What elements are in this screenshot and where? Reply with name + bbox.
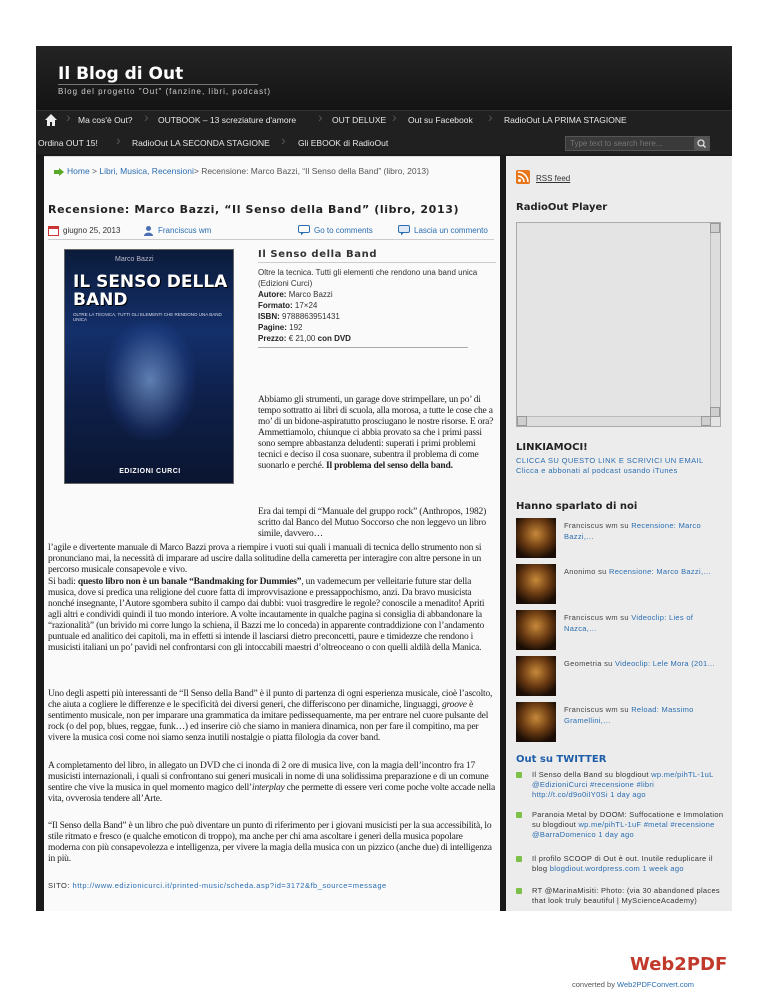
search-button[interactable] — [694, 137, 709, 150]
avatar[interactable] — [516, 656, 556, 696]
bullet-icon — [516, 812, 522, 818]
nav-item-out-deluxe[interactable]: OUT DELUXE — [332, 115, 387, 125]
cover-subtitle: OLTRE LA TECNICA, TUTTI GLI ELEMENTI CHE RENDONO UNA BAND UNICA — [73, 312, 222, 322]
book-price: € 21,00 — [288, 334, 316, 343]
comment-text — [564, 658, 724, 669]
recent-comment — [516, 610, 726, 654]
comment-text — [564, 566, 724, 577]
comment-post-link[interactable]: Videoclip: Lies of Nazca,… — [564, 613, 694, 633]
scroll-down-button[interactable] — [710, 407, 720, 417]
rss-icon[interactable] — [516, 170, 530, 184]
nav-item-radioout-prima[interactable]: RadioOut LA PRIMA STAGIONE — [504, 115, 627, 125]
book-author-row — [258, 289, 496, 300]
nav-separator-icon: › — [66, 109, 71, 125]
paragraph-3-rest: , un vademecum per velleitarie future star della musica, dove si predica una religione del cuore fatta di improvvisazione e pressappochismo, anzi. Da bravo musicista nonché insegnante, l’Autore sgombera subito il campo dai dubbi: vuoi trasgredire le regole? conoscile a menadito! Apriti agli altri e condividi quindi il tuo mondo interiore. A volte incautamente in qualche pagina si consiglia di abbandonare la “razionalità” (un brivido mi corre lungo la schiena, il Bazzi me lo conceda) in apparente contraddizione con l’andamento puntuale ed analitico dei capitoli, ma in effetti si intende il lasciarsi dietro preconcetti, paure e timidezze che rendono i musicisti italiani un po’ pavidi nel confrontarsi con gli intoccabili maestri d’oltreoceano o con quelli aldilà della Manica. — [48, 577, 485, 653]
book-info — [258, 249, 496, 348]
avatar[interactable] — [516, 518, 556, 558]
paragraph-4-groove: groove — [441, 700, 467, 710]
site-url-link[interactable]: http://www.edizionicurci.it/printed-music/scheda.asp?id=3172&fb_source=message — [72, 881, 387, 890]
title-rule — [58, 84, 258, 85]
comment-author: Franciscus wm su — [564, 705, 629, 714]
avatar[interactable] — [516, 702, 556, 742]
scroll-up-button[interactable] — [710, 223, 720, 233]
tweet-text: Il Senso della Band su blogdiout — [532, 770, 649, 779]
radioout-player-heading: RadioOut Player — [516, 202, 608, 213]
nav-separator-icon: › — [392, 109, 397, 125]
paragraph-4 — [48, 689, 496, 744]
paragraph-1-bold: Il problema del senso della band. — [325, 461, 453, 471]
book-price-extra: con DVD — [317, 334, 351, 343]
player-vertical-scrollbar[interactable] — [710, 223, 720, 417]
web2pdf-credit — [572, 980, 694, 989]
recent-comment — [516, 656, 726, 700]
breadcrumb-separator: > — [89, 166, 100, 176]
book-info-heading: Il Senso della Band — [258, 249, 496, 263]
nav-item-out-su-facebook[interactable]: Out su Facebook — [408, 115, 473, 125]
field-label: Pagine: — [258, 323, 287, 332]
tweet-body — [532, 886, 726, 906]
web2pdf-link[interactable]: Web2PDFConvert.com — [617, 980, 695, 989]
paragraph-2-full: l’agile e divertente manuale di Marco Bazzi prova a riempire i vuoti sui quali i manuali di tecnica dello strumento non si pronunciano mai, la necessità di imparare ad uscire dalla solitudine della cameretta per interagire con altre persone in un percorso musicale consapevole e vivo. — [48, 543, 482, 575]
post-author-link[interactable]: Franciscus wm — [158, 226, 212, 235]
comments-heading: Hanno sparlato di noi — [516, 501, 638, 512]
go-to-comments-link[interactable]: Go to comments — [314, 226, 373, 235]
book-isbn: 9788863951431 — [282, 312, 340, 321]
recent-comment — [516, 702, 726, 746]
leave-comment-link[interactable]: Lascia un commento — [414, 226, 488, 235]
tweet-body — [532, 854, 726, 874]
book-price-row — [258, 333, 496, 344]
nav-separator-icon: › — [281, 132, 286, 148]
book-cover-image — [64, 249, 234, 484]
breadcrumb-home[interactable]: Home — [67, 166, 90, 176]
comment-author: Franciscus wm su — [564, 521, 629, 530]
field-label: Formato: — [258, 301, 293, 310]
paragraph-6: “Il Senso della Band” è un libro che può diventare un punto di riferimento per i giovani musicisti per la sua accessibilità, lo stile ritmato e fresco (e qualche emoticon di troppo), ma anche per chi ama ascoltare i generi della musica popolare moderna con più consapevolezza e intelligenza, per vivere la magia della musica con un pizzico (anche due) di intelligenza in più. — [48, 821, 492, 864]
site-link-row — [48, 881, 387, 890]
breadcrumb-categories[interactable]: Libri, Musica, Recensioni — [99, 166, 194, 176]
nav-separator-icon: › — [116, 132, 121, 148]
main-nav — [36, 110, 732, 154]
book-author: Marco Bazzi — [288, 290, 333, 299]
tweet-text: RT @MarinaMisiti: Photo: (via 30 abandoned places that look truly beautiful | MyScienceAcademy) — [532, 886, 720, 905]
comment-post-link[interactable]: Recensione: Marco Bazzi,… — [564, 521, 701, 541]
rss-feed-icon — [516, 170, 530, 184]
nav-item-ordina-out-15[interactable]: Ordina OUT 15! — [38, 138, 98, 148]
field-label: Prezzo: — [258, 334, 287, 343]
book-pages: 192 — [289, 323, 303, 332]
tweet-time[interactable]: 1 week ago — [642, 864, 684, 873]
site-title[interactable]: Il Blog di Out — [58, 64, 184, 84]
tweet — [516, 886, 726, 911]
cover-title: IL SENSO DELLA BAND — [73, 272, 228, 310]
book-pages-row — [258, 322, 496, 333]
scroll-right-button[interactable] — [701, 416, 711, 426]
site-label: SITO: — [48, 881, 70, 890]
nav-separator-icon: › — [488, 109, 493, 125]
paragraph-5 — [48, 761, 496, 805]
paragraph-3-bold: questo libro non è un banale “Bandmaking for Dummies” — [77, 577, 302, 587]
web2pdf-credit-prefix: converted by — [572, 980, 615, 989]
linkiamoci-heading: LINKIAMOCI! — [516, 442, 588, 453]
scroll-left-button[interactable] — [517, 416, 527, 426]
book-description: Oltre la tecnica. Tutti gli elementi che rendono una band unica (Edizioni Curci) — [258, 268, 478, 288]
nav-item-ma-cose-out[interactable]: Ma cos'è Out? — [78, 115, 133, 125]
nav-item-ebook-radioout[interactable]: Gli EBOOK di RadioOut — [298, 138, 389, 148]
rss-feed-link[interactable]: RSS feed — [536, 174, 571, 183]
field-label: ISBN: — [258, 312, 280, 321]
twitter-heading: Out su TWITTER — [516, 754, 607, 765]
paragraph-2-right: Era dai tempi di “Manuale del gruppo rock” (Anthropos, 1982) scritto dal Banco del Mutuo Soccorso che non leggevo un libro simile, davvero… — [258, 507, 487, 539]
nav-separator-icon: › — [144, 109, 149, 125]
recent-comment — [516, 564, 726, 608]
tweet-link[interactable]: wp.me/pihTL-1uL @EdizioniCurci #recensione #libri http://t.co/d9o0iIY0Si — [532, 770, 714, 799]
tweet-link[interactable]: blogdiout.wordpress.com — [549, 864, 641, 873]
breadcrumb — [54, 165, 494, 177]
avatar[interactable] — [516, 610, 556, 650]
paragraph-4-b: è sentimento musicale, non per imparare una grammatica da imitare pedissequamente, ma per entrare nel cuore pulsante del rock (o del pop, blues, reggae, funk…) ed inserire ciò che siamo in maniera dinamica, non per fare il compitino, ma per vivere la musica così come noi siamo senza inutili nostalgie o piatta filologia da cover band. — [48, 700, 489, 743]
player-horizontal-scrollbar[interactable] — [517, 416, 711, 426]
tweet-text: Paranoia Metal by DOOM: Suffocatione e Immolation su blogdiout — [532, 810, 724, 829]
breadcrumb-separator: > — [193, 166, 202, 176]
info-divider — [258, 347, 468, 348]
sidebar — [506, 156, 732, 911]
paragraph-5-text: A completamento del libro, in allegato un DVD che ci inonda di 2 ore di musica live, con la magia dell’incontro fra 17 musicisti internazionali, i quali si confrontano sui generi musicali in nome di una solidissima preparazione e di un comune sentire che vive la musica in quel momento magico dell’ — [48, 761, 489, 793]
cover-author: Marco Bazzi — [115, 256, 154, 263]
comment-author: Geometria su — [564, 659, 613, 668]
paragraph-3 — [48, 577, 496, 654]
bullet-icon — [516, 856, 522, 862]
paragraph-1 — [258, 395, 498, 472]
tweet-link[interactable]: wp.me/pihTL-1uF #metal #recensione @BarraDomenico — [532, 820, 715, 839]
tweet-body — [532, 810, 726, 840]
site-header — [36, 46, 732, 110]
home-icon[interactable] — [44, 113, 58, 127]
meta-divider — [48, 239, 494, 240]
comment-post-link[interactable]: Reload: Massimo Gramellini,… — [564, 705, 694, 725]
nav-separator-icon: › — [318, 109, 323, 125]
paragraph-3-lead: Si badi: — [48, 577, 76, 587]
arrow-right-icon — [54, 168, 64, 176]
cover-publisher: EDIZIONI CURCI — [119, 468, 181, 475]
post-date: giugno 25, 2013 — [63, 226, 121, 235]
search-icon — [694, 137, 709, 150]
paragraph-5-interplay: interplay — [252, 783, 285, 793]
site-subtitle: Blog del progetto "Out" (fanzine, libri, podcast) — [58, 87, 271, 96]
page-frame — [36, 46, 732, 911]
nav-item-radioout-seconda[interactable]: RadioOut LA SECONDA STAGIONE — [132, 138, 270, 148]
recent-comment — [516, 518, 726, 562]
book-isbn-row — [258, 311, 496, 322]
comment-author: Franciscus wm su — [564, 613, 629, 622]
linkiamoci-link[interactable]: CLICCA SU QUESTO LINK E SCRIVICI UN EMAIL Clicca e abbonati al podcast usando iTunes — [516, 456, 704, 475]
comment-text — [564, 520, 724, 542]
comment-post-link[interactable]: Videoclip: Lele Mora (201… — [615, 659, 716, 668]
paragraph-5-end: che permette di essere veri come poche volte accade nella vita, ovverosia tendere all’Arte. — [48, 783, 496, 804]
book-format: 17×24 — [294, 301, 318, 310]
bullet-icon — [516, 888, 522, 894]
tweet-time[interactable]: 1 day ago — [598, 830, 634, 839]
user-icon — [143, 225, 154, 236]
post-title[interactable]: Recensione: Marco Bazzi, “Il Senso della Band” (libro, 2013) — [48, 203, 460, 216]
tweet-text: Il profilo SCOOP di Out è out. Inutile reduplicare il blog — [532, 854, 713, 873]
nav-item-outbook[interactable]: OUTBOOK – 13 screziature d'amore — [158, 115, 297, 125]
radioout-player[interactable] — [516, 222, 721, 427]
comment-author: Anonimo su — [564, 567, 607, 576]
comments-icon — [298, 225, 310, 236]
paragraph-1-text: Abbiamo gli strumenti, un garage dove strimpellare, un po’ di tempo sottratto ai libri di scuola, alla morosa, a tutte le cose che a mo’ di un bidone-aspiratutto prosciugano le nostre risorse. E ora? Ammettiamolo, chiunque ci abbia provato sa che i primi passi sono sempre abbastanza deludenti: superati i primi problemi tecnici e deciso il cosa suonare, subentra il problema di come suonarlo e perché. — [258, 395, 494, 471]
book-format-row — [258, 300, 496, 311]
field-label: Autore: — [258, 290, 287, 299]
web2pdf-watermark — [560, 942, 740, 992]
breadcrumb-current: Recensione: Marco Bazzi, “Il Senso della Band” (libro, 2013) — [201, 166, 429, 176]
comment-text — [564, 612, 724, 634]
tweet-time[interactable]: 1 day ago — [610, 790, 646, 799]
comment-text — [564, 704, 724, 726]
calendar-icon — [48, 225, 59, 236]
main-content — [44, 156, 500, 911]
tweet-body — [532, 770, 726, 800]
comment-post-link[interactable]: Recensione: Marco Bazzi,… — [609, 567, 712, 576]
search-input[interactable] — [565, 136, 710, 151]
web2pdf-logo[interactable]: Web2PDF — [630, 954, 728, 975]
cover-spotlight — [105, 320, 195, 440]
post-meta — [48, 225, 494, 239]
avatar[interactable] — [516, 564, 556, 604]
paragraph-4-a: Uno degli aspetti più interessanti de “Il Senso della Band” è il punto di partenza di ogni esperienza musicale, cioè l’ascolto, che aiuta a cogliere le differenze e le specificità dei diversi generi, che differiscono per dinamiche, linguaggi, — [48, 689, 493, 710]
bullet-icon — [516, 772, 522, 778]
leave-comment-icon — [398, 225, 410, 236]
